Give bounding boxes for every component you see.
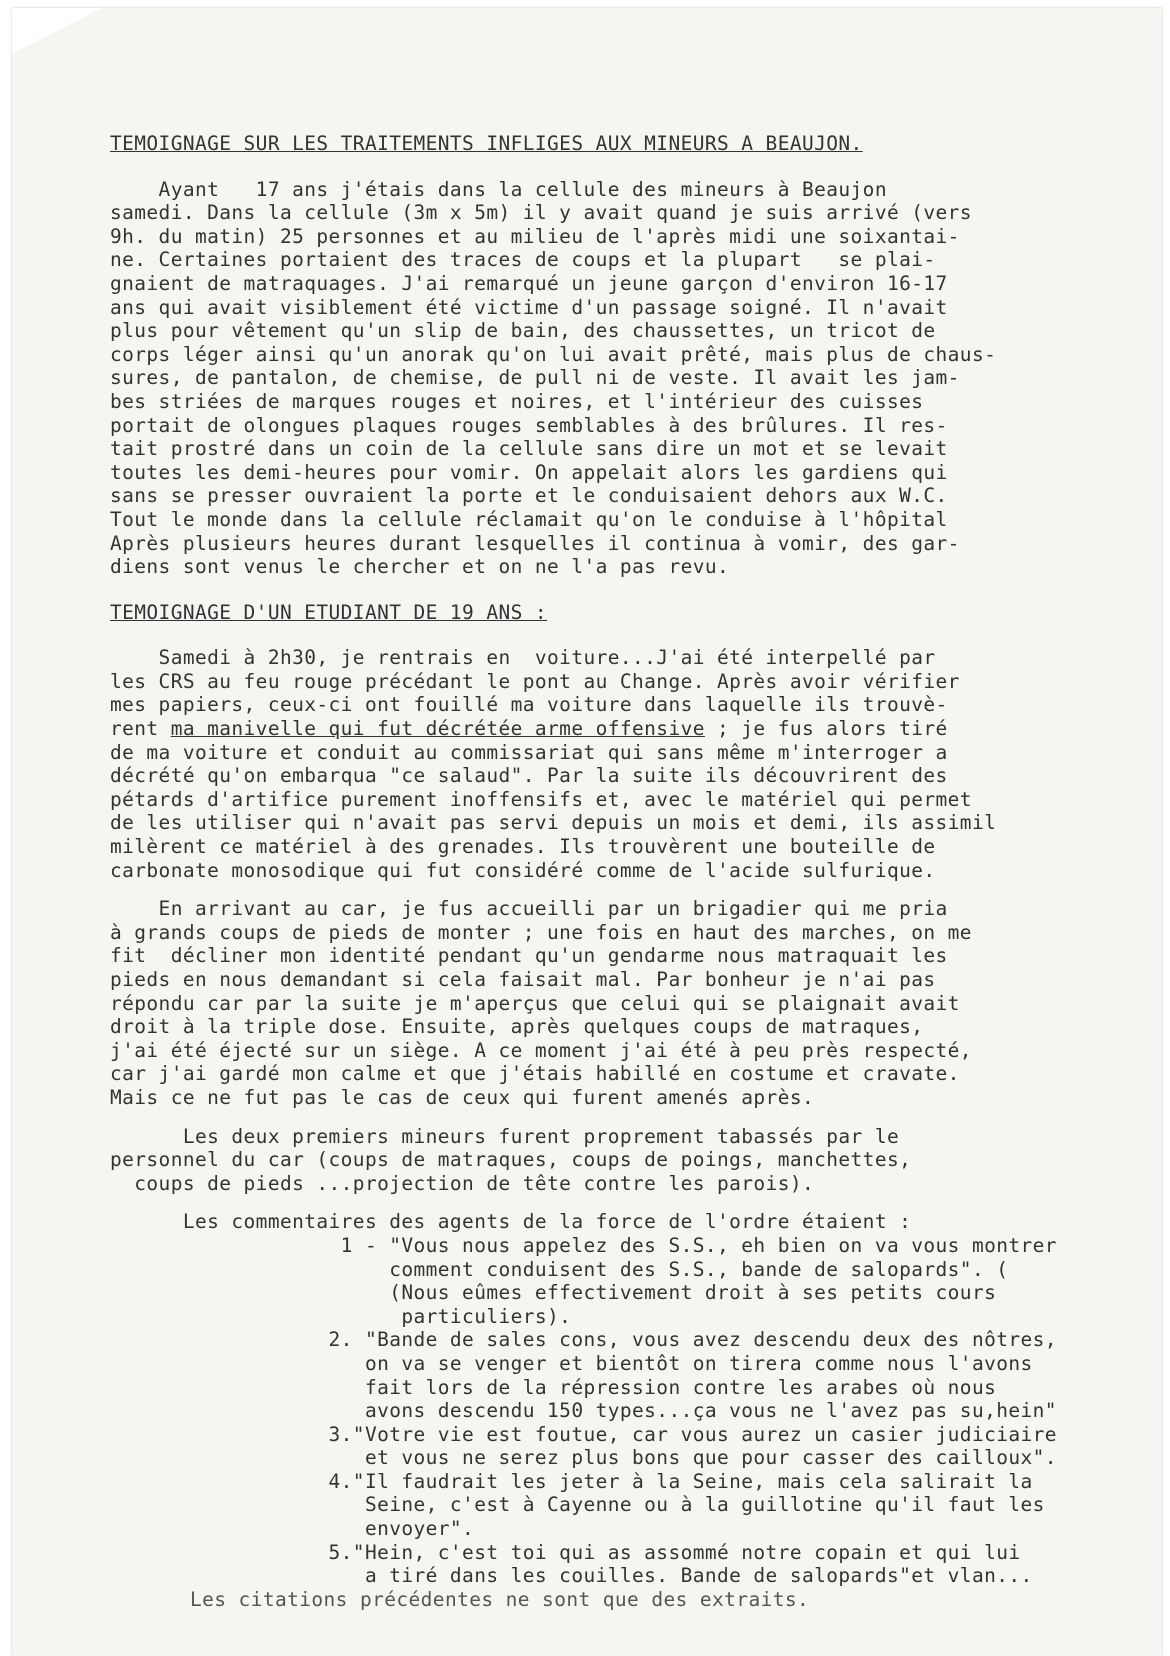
text-line: pieds en nous demandant si cela faisait mal. Par bonheur je n'ai pas <box>110 968 936 991</box>
quote-line: 3."Votre vie est foutue, car vous aurez un casier judiciaire <box>110 1422 1057 1446</box>
text-line: Tout le monde dans la cellule réclamait qu'on le conduise à l'hôpital <box>110 507 948 531</box>
quote-line: Seine, c'est à Cayenne ou à la guillotine qu'il faut les <box>110 1493 1045 1517</box>
quote-line: (Nous eûmes effectivement droit à ses petits cours <box>110 1281 997 1305</box>
heading-beaujon: TEMOIGNAGE SUR LES TRAITEMENTS INFLIGES AUX MINEURS A BEAUJON. <box>110 132 863 155</box>
text-line: corps léger ainsi qu'un anorak qu'on lui avait prêté, mais plus de chaus- <box>110 342 997 366</box>
quote-line: envoyer". <box>110 1517 475 1541</box>
quote-line: 4."Il faudrait les jeter à la Seine, mais cela salirait la <box>110 1469 1033 1493</box>
text-line: coups de pieds ...projection de tête contre les parois). <box>110 1171 815 1195</box>
text-line: plus pour vêtement qu'un slip de bain, des chaussettes, un tricot de <box>110 319 936 343</box>
text-line: Samedi à 2h30, je rentrais en voiture...J'ai été interpellé par <box>110 646 936 670</box>
text-line: répondu car par la suite je m'aperçus que celui qui se plaignait avait <box>110 991 960 1015</box>
quote-line: et vous ne serez plus bons que pour casser des cailloux". <box>110 1446 1057 1470</box>
text-line: mes papiers, ceux-ci ont fouillé ma voiture dans laquelle ils trouvè- <box>110 693 948 717</box>
text-line: carbonate monosodique qui fut considéré comme de l'acide sulfurique. <box>110 858 936 882</box>
paragraph-arrest-line-rent <box>110 717 1150 741</box>
text-line: à grands coups de pieds de monter ; une fois en haut des marches, on me <box>110 920 972 944</box>
text-line: fit décliner mon identité pendant qu'un gendarme nous matraquait les <box>110 944 948 968</box>
text-line: Les deux premiers mineurs furent proprement tabassés par le <box>110 1124 900 1148</box>
typewritten-text <box>110 132 1150 1611</box>
quote-line: 5."Hein, c'est toi qui as assommé notre copain et qui lui <box>110 1540 1021 1564</box>
quote-line: avons descendu 150 types...ça vous ne l'avez pas su,hein" <box>110 1399 1057 1423</box>
text-line: de les utiliser qui n'avait pas servi depuis un mois et demi, ils assimil <box>110 811 997 835</box>
quote-line: particuliers). <box>110 1304 572 1328</box>
text-line: Mais ce ne fut pas le cas de ceux qui furent amenés après. <box>110 1085 815 1109</box>
text-line: samedi. Dans la cellule (3m x 5m) il y avait quand je suis arrivé (vers <box>110 201 972 225</box>
text-line: personnel du car (coups de matraques, coups de poings, manchettes, <box>110 1148 912 1172</box>
text-line: Ayant 17 ans j'étais dans la cellule des mineurs à Beaujon <box>110 177 887 201</box>
quote-line: comment conduisent des S.S., bande de salopards". ( <box>110 1257 1009 1281</box>
text-line: sures, de pantalon, de chemise, de pull ni de veste. Il avait les jam- <box>110 366 960 390</box>
quotes-list <box>110 1234 1150 1588</box>
text-line: En arrivant au car, je fus accueilli par un brigadier qui me pria <box>110 897 948 921</box>
paragraph-car <box>110 897 1150 1109</box>
text-line: sans se presser ouvraient la porte et le conduisaient dehors aux W.C. <box>110 484 948 508</box>
heading-etudiant: TEMOIGNAGE D'UN ETUDIANT DE 19 ANS : <box>110 600 548 624</box>
folded-corner <box>12 8 102 54</box>
quote-line: a tiré dans les couilles. Bande de salopards"et vlan... <box>110 1564 1033 1588</box>
text-line: j'ai été éjecté sur un siège. A ce moment j'ai été à peu près respecté, <box>110 1038 972 1062</box>
quote-line: on va se venger et bientôt on tirera comme nous l'avons <box>110 1351 1033 1375</box>
rent-prefix: rent <box>110 717 171 741</box>
text-line: pétards d'artifice purement inoffensifs et, avec le matériel qui permet <box>110 787 972 811</box>
quote-line: 1 - "Vous nous appelez des S.S., eh bien on va vous montrer <box>110 1233 1057 1257</box>
text-line: de ma voiture et conduit au commissariat qui sans même m'interroger a <box>110 740 948 764</box>
paragraph-tabasses <box>110 1125 1150 1196</box>
text-line: milèrent ce matériel à des grenades. Ils trouvèrent une bouteille de <box>110 835 936 859</box>
text-line: ans qui avait visiblement été victime d'un passage soigné. Il n'avait <box>110 295 948 319</box>
text-line: 9h. du matin) 25 personnes et au milieu de l'après midi une soixantai- <box>110 224 960 248</box>
paragraph-beaujon <box>110 178 1150 579</box>
text-line: car j'ai gardé mon calme et que j'étais habillé en costume et cravate. <box>110 1062 960 1086</box>
text-line: Après plusieurs heures durant lesquelles il continua à vomir, des gar- <box>110 531 960 555</box>
text-line: gnaient de matraquages. J'ai remarqué un jeune garçon d'environ 16-17 <box>110 271 948 295</box>
underlined-phrase: ma manivelle qui fut décrétée arme offensive <box>170 717 705 741</box>
rent-suffix: ; je fus alors tiré <box>704 717 948 741</box>
text-line: décrété qu'on embarqua "ce salaud". Par la suite ils découvrirent des <box>110 764 948 788</box>
quote-line: fait lors de la répression contre les arabes où nous <box>110 1375 997 1399</box>
document-page <box>12 8 1162 1656</box>
paragraph-commentaires: Les commentaires des agents de la force de l'ordre étaient : <box>110 1210 912 1234</box>
text-line: ne. Certaines portaient des traces de coups et la plupart se plai- <box>110 248 936 272</box>
text-line: toutes les demi-heures pour vomir. On appelait alors les gardiens qui <box>110 460 948 484</box>
text-line: tait prostré dans un coin de la cellule sans dire un mot et se levait <box>110 437 948 461</box>
paragraph-arrest <box>110 646 1150 717</box>
quote-line: 2. "Bande de sales cons, vous avez descendu deux des nôtres, <box>110 1328 1057 1352</box>
text-line: portait de olongues plaques rouges semblables à des brûlures. Il res- <box>110 413 948 437</box>
text-line: les CRS au feu rouge précédant le pont au Change. Après avoir vérifier <box>110 669 960 693</box>
last-line: Les citations précédentes ne sont que des extraits. <box>190 1587 810 1611</box>
text-line: droit à la triple dose. Ensuite, après quelques coups de matraques, <box>110 1015 924 1039</box>
text-line: diens sont venus le chercher et on ne l'a pas revu. <box>110 555 730 579</box>
paragraph-arrest-rest <box>110 741 1150 883</box>
text-line: bes striées de marques rouges et noires, et l'intérieur des cuisses <box>110 389 924 413</box>
